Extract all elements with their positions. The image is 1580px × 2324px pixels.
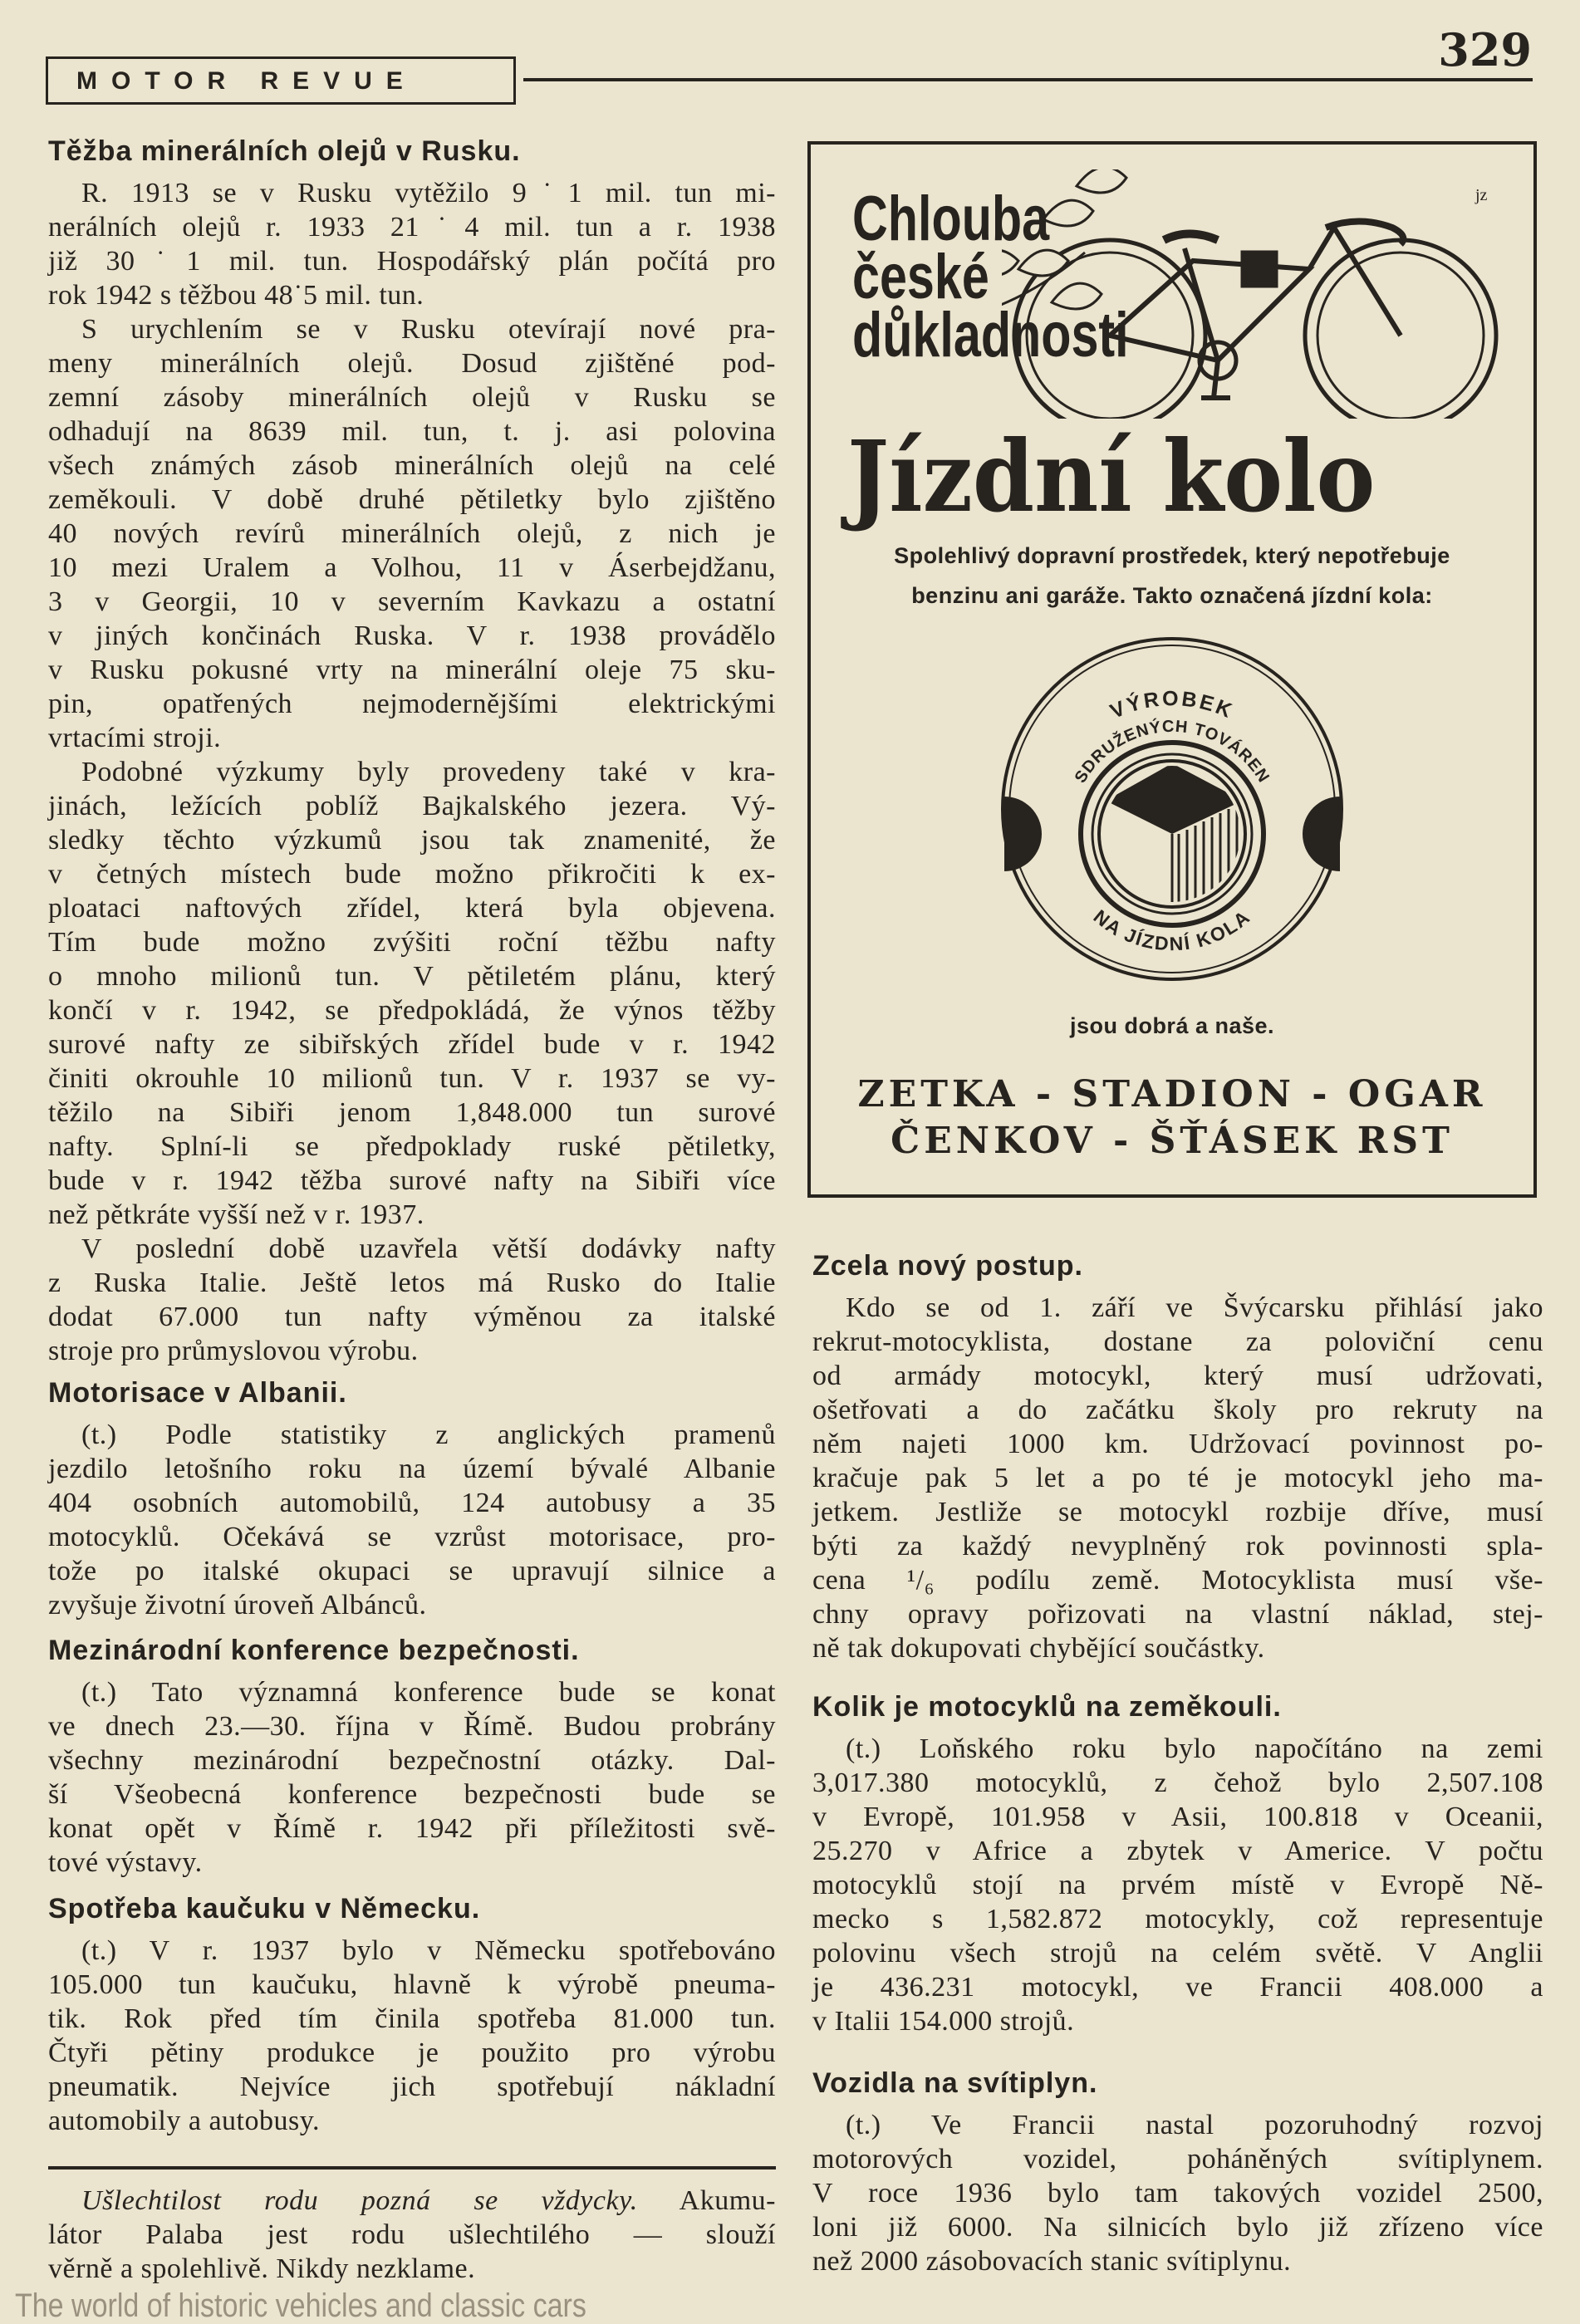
text-line: býti za každý nevyplněný rok povinnosti spla-: [812, 1531, 1543, 1562]
text-line: motorových vozidel, poháněných svítiplynem.: [812, 2144, 1543, 2174]
text-line: v četných místech bude možno přikročiti k ex-: [48, 859, 776, 890]
article-new-procedure: [812, 1249, 1543, 1665]
text-line: 3 v Georgii, 10 v severním Kavkazu a ostatní: [48, 586, 776, 617]
article-motorcycle-count: [812, 1690, 1543, 2038]
text-span: Akumu-: [637, 2185, 776, 2216]
text-line: ošetřovati a do začátku školy pro rekruty na: [812, 1395, 1543, 1425]
text-line: konat opět v Římě r. 1942 při příležitosti svě-: [48, 1813, 776, 1844]
bicycle-advertisement: [807, 141, 1537, 1198]
text-line: tové výstavy.: [48, 1847, 203, 1878]
text-line: věrně a spolehlivě. Nikdy nezklame.: [48, 2253, 476, 2284]
text-line: nafty. Splní-li se předpoklady ruské pětiletky,: [48, 1131, 776, 1162]
text-line: kračuje pak 5 let a po té je motocykl jeho ma-: [812, 1463, 1543, 1493]
text-line: těžilo na Sibiři jenom 1,848.000 tun surové: [48, 1097, 776, 1128]
text-line: látor Palaba jest rodu ušlechtilého — slouží: [48, 2219, 776, 2250]
text-line: ně tak dokupovati chybějící součástky.: [812, 1633, 1265, 1664]
watermark: The world of historic vehicles and classic cars: [15, 2287, 586, 2324]
text-line: Čtyři pětiny produkce je použito pro výrobu: [48, 2037, 776, 2068]
article-heading: Mezinárodní konference bezpečnosti.: [48, 1635, 580, 1666]
text-line: od armády motocykl, který musí udržovati,: [812, 1361, 1543, 1391]
text-line: něm najeti 1000 km. Udržovací povinnost po-: [812, 1429, 1543, 1459]
ad-brands-line: ČENKOV - ŠŤÁSEK RST: [891, 1120, 1454, 1162]
text-line: automobily a autobusy.: [48, 2106, 321, 2136]
text-line: loni již 6000. Na silnicích bylo již zřízeno více: [812, 2212, 1543, 2243]
article-heading: Vozidla na svítiplyn.: [812, 2067, 1098, 2099]
article-heading: Spotřeba kaučuku v Německu.: [48, 1893, 481, 1924]
divider: [48, 2166, 776, 2170]
text-line: činiti okrouhle 10 milionů tun. V r. 1937 se vy-: [48, 1063, 776, 1094]
article-oil-russia: [48, 135, 776, 1368]
masthead-rule: [523, 78, 1533, 81]
text-line: dodat 67.000 tun nafty výměnou za italské: [48, 1302, 776, 1332]
article-safety-conference: [48, 1634, 776, 1880]
text-line: o mnoho milionů tun. V pětiletém plánu, který: [48, 961, 776, 992]
text-line: (t.) V r. 1937 bylo v Německu spotřebováno: [81, 1935, 776, 1966]
text-line: (t.) Podle statistiky z anglických pramenů: [81, 1419, 776, 1450]
text-line: 25.270 v Africe a zbytek v Americe. V počtu: [812, 1836, 1543, 1866]
text-line: zemní zásoby minerálních olejů v Rusku se: [48, 382, 776, 413]
text-line: V poslední době uzavřela větší dodávky nafty: [81, 1233, 776, 1264]
text-line: odhadují na 8639 mil. tun, t. j. asi polovina: [48, 416, 776, 447]
text-line: pneumatik. Nejvíce jich spotřebují nákladní: [48, 2071, 776, 2102]
text-line: S urychlením se v Rusku otevírají nové pra-: [81, 314, 776, 345]
text-line: než pětkráte vyšší než v r. 1937.: [48, 1199, 424, 1230]
text-line: Kdo se od 1. září ve Švýcarsku přihlásí jako: [846, 1292, 1543, 1323]
text-line: z Ruska Italie. Ještě letos má Rusko do Italie: [48, 1267, 776, 1298]
text-line: motocyklů. Očekává se vzrůst motorisace, pro-: [48, 1522, 776, 1552]
slogan-line: důkladnosti: [852, 300, 1129, 370]
text-line: než 2000 zásobovacích stanic svítiplynu.: [812, 2246, 1292, 2277]
text-line: mecko s 1,582.872 motocykly, což representuje: [812, 1904, 1543, 1934]
text-line: (t.) Tato významná konference bude se konat: [81, 1677, 776, 1708]
notice-palaba: [48, 2184, 776, 2286]
text-line: 40 nových revírů minerálních olejů, z nich je: [48, 518, 776, 549]
article-rubber-germany: [48, 1892, 776, 2138]
article-heading: Motorisace v Albanii.: [48, 1377, 347, 1409]
artist-signature: jz: [1475, 186, 1488, 204]
text-line: v Rusku pokusné vrty na minerální oleje 75 sku-: [48, 655, 776, 685]
text-line: meny minerálních olejů. Dosud zjištěné pod-: [48, 348, 776, 379]
article-albania: [48, 1376, 776, 1622]
left-side-mark: [1004, 797, 1042, 871]
slogan-line: Chlouba: [852, 184, 1050, 254]
text-line: polovinu všech strojů na celém světě. V Anglii: [812, 1938, 1543, 1969]
text-line: vrtacími stroji.: [48, 723, 222, 753]
text-line: sledky těchto výzkumů jsou tak znamenité, že: [48, 825, 776, 856]
text-line: V roce 1936 bylo tam takových vozidel 2500,: [812, 2178, 1543, 2209]
front-wheel: [1305, 240, 1496, 419]
text-line: stroje pro průmyslovou výrobu.: [48, 1336, 419, 1366]
text-line: tik. Rok před tím činila spotřeba 81.000 tun.: [48, 2003, 776, 2034]
ad-slogan: [852, 184, 1129, 370]
text-line: 404 osobních automobilů, 124 autobusy a 35: [48, 1488, 776, 1518]
text-line: Podobné výzkumy byly provedeny také v kra-: [81, 757, 776, 787]
ad-subtitle-line: benzinu ani garáže. Takto označená jízdní kola:: [911, 583, 1433, 608]
text-line: ve dnech 23.—30. října v Římě. Budou probrány: [48, 1711, 776, 1742]
emblem-bottom-text: NA JÍZDNÍ KOLA: [1089, 905, 1255, 955]
text-line: chny opravy pořizovati na vlastní náklad, stej-: [812, 1599, 1543, 1630]
ad-title: Jízdní kolo: [847, 419, 1376, 534]
text-line: 105.000 tun kaučuku, hlavně k výrobě pneuma-: [48, 1969, 776, 2000]
text-line: tože po italské okupaci se upravují silnice a: [48, 1556, 776, 1586]
text-line: jezdilo letošního roku na území bývalé Albanie: [48, 1454, 776, 1484]
text-line: nerálních olejů r. 1933 21˙4 mil. tun a r. 1938: [48, 212, 776, 243]
text-line: R. 1913 se v Rusku vytěžilo 9˙1 mil. tun mi-: [81, 178, 776, 208]
text-line: cena ¹/₆ podílu země. Motocyklista musí vše-: [812, 1565, 1543, 1596]
article-heading: Kolik je motocyklů na zeměkouli.: [812, 1691, 1282, 1723]
slogan-line: české: [852, 242, 989, 312]
article-heading: Těžba minerálních olejů v Rusku.: [48, 135, 521, 167]
text-line: v jiných končinách Ruska. V r. 1938 provádělo: [48, 620, 776, 651]
emblem-middle-text: SDRUŽENÝCH TOVÁREN: [1071, 717, 1273, 787]
page-number: 329: [1438, 23, 1532, 76]
article-heading: Zcela nový postup.: [812, 1250, 1083, 1282]
text-line: (t.) Loňského roku bylo napočítáno na zemi: [846, 1733, 1543, 1764]
text-line: všechny mezinárodní bezpečnostní otázky. Dal-: [48, 1745, 776, 1776]
emblem-top-text: VÝROBEK: [1106, 687, 1238, 724]
text-line: bude v r. 1942 těžba surové nafty na Sibiři více: [48, 1165, 776, 1196]
text-line: již 30˙1 mil. tun. Hospodářský plán počítá pro: [48, 246, 776, 277]
text-line: končí v r. 1942, se předpokládá, že výnos těžby: [48, 995, 776, 1026]
text-line: jetkem. Jestliže se motocykl rozbije dříve, musí: [812, 1497, 1543, 1527]
ad-tagline: jsou dobrá a naše.: [1069, 1013, 1275, 1038]
text-line: zeměkouli. V době druhé pětiletky bylo zjištěno: [48, 484, 776, 515]
text-line: 3,017.380 motocyklů, z čehož bylo 2,507.108: [812, 1768, 1543, 1798]
text-line: v Italii 154.000 strojů.: [812, 2006, 1075, 2037]
right-side-mark: [1303, 797, 1340, 871]
text-line: 10 mezi Uralem a Volhou, 11 v Áserbejdžanu,: [48, 552, 776, 583]
text-line: rok 1942 s těžbou 48˙5 mil. tun.: [48, 280, 424, 311]
text-line: všech známých zásob minerálních olejů na celé: [48, 450, 776, 481]
text-line: [48, 2184, 776, 2218]
text-line: motocyklů stojí na prvém místě v Evropě Ně-: [812, 1870, 1543, 1900]
masthead-box: [46, 56, 516, 105]
ad-subtitle-line: Spolehlivý dopravní prostředek, který nepotřebuje: [894, 543, 1450, 568]
emblem-icon: [998, 630, 1347, 988]
text-line: (t.) Ve Francii nastal pozoruhodný rozvoj: [846, 2110, 1543, 2140]
article-gas-vehicles: [812, 2067, 1543, 2278]
text-line: ploataci naftových zřídel, která byla objevena.: [48, 893, 776, 924]
text-line: ší Všeobecná konference bezpečnosti bude se: [48, 1779, 776, 1810]
text-line: zvyšuje životní úroveň Albánců.: [48, 1590, 427, 1620]
italic-lead: Ušlechtilost rodu pozná se vždycky.: [81, 2185, 638, 2216]
text-line: v Evropě, 101.958 v Asii, 100.818 v Oceanii,: [812, 1802, 1543, 1832]
text-line: rekrut-motocyklista, dostane za poloviční cenu: [812, 1326, 1543, 1357]
text-line: pin, opatřených nejmodernějšími elektrickými: [48, 689, 776, 719]
text-line: jinách, ležících poblíž Bajkalského jezera. Vý-: [48, 791, 776, 821]
text-line: Tím bude možno zvýšiti roční těžbu nafty: [48, 927, 776, 958]
ad-brands-line: ZETKA - STADION - OGAR: [857, 1073, 1487, 1115]
masthead-title: MOTOR REVUE: [76, 67, 417, 95]
text-line: surové nafty ze sibiřských zřídel bude v r. 1942: [48, 1029, 776, 1060]
text-line: je 436.231 motocykl, ve Francii 408.000 a: [812, 1972, 1543, 2003]
